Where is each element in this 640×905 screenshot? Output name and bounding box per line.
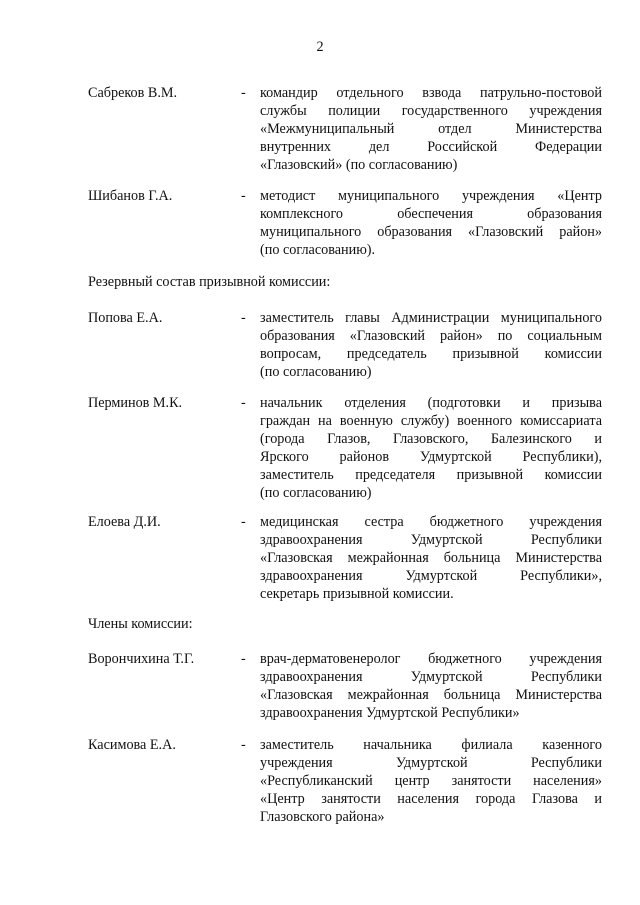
description-line: Глазовского района»	[260, 809, 385, 825]
dash-separator: -	[241, 514, 246, 530]
member-name: Елоева Д.И.	[88, 514, 161, 530]
description-line: командир отдельного взвода патрульно-постовой	[260, 85, 602, 101]
description-line: медицинская сестра бюджетного учреждения	[260, 514, 602, 530]
member-name: Перминов М.К.	[88, 395, 183, 411]
dash-separator: -	[241, 651, 246, 667]
members-heading: Члены комиссии:	[88, 616, 193, 632]
description-line: службы полиции государственного учреждения	[260, 103, 602, 119]
description-line: здравоохранения Удмуртской Республики»	[260, 705, 520, 721]
description-line: «Глазовская межрайонная больница Министерства	[260, 687, 602, 703]
member-name: Касимова Е.А.	[88, 737, 176, 753]
description-line: секретарь призывной комиссии.	[260, 586, 454, 602]
description-line: (города Глазов, Глазовского, Балезинского и	[260, 431, 602, 447]
description-line: «Центр занятости населения города Глазова и	[260, 791, 602, 807]
description-line: (по согласованию)	[260, 485, 372, 501]
description-line: «Межмуниципальный отдел Министерства	[260, 121, 602, 137]
member-description	[260, 309, 602, 381]
member-description	[260, 736, 602, 826]
description-line: «Глазовская межрайонная больница Министерства	[260, 550, 602, 566]
description-line: внутренних дел Российской Федерации	[260, 139, 602, 155]
description-line: здравоохранения Удмуртской Республики	[260, 669, 602, 685]
description-line: «Республиканский центр занятости населения»	[260, 773, 602, 789]
description-line: (по согласованию)	[260, 364, 372, 380]
dash-separator: -	[241, 85, 246, 101]
description-line: здравоохранения Удмуртской Республики»,	[260, 568, 602, 584]
member-name: Ворончихина Т.Г.	[88, 651, 195, 667]
reserve-heading: Резервный состав призывной комиссии:	[88, 274, 331, 290]
dash-separator: -	[241, 737, 246, 753]
description-line: начальник отделения (подготовки и призыва	[260, 395, 602, 411]
member-description	[260, 84, 602, 174]
dash-separator: -	[241, 310, 246, 326]
description-line: (по согласованию).	[260, 242, 376, 258]
description-line: заместитель начальника филиала казенного	[260, 737, 602, 753]
description-line: методист муниципального учреждения «Центр	[260, 188, 602, 204]
description-line: «Глазовский» (по согласованию)	[260, 157, 458, 173]
page-number: 2	[316, 39, 324, 55]
description-line: вопросам, председатель призывной комиссии	[260, 346, 602, 362]
member-description	[260, 650, 602, 722]
description-line: заместитель главы Администрации муниципального	[260, 310, 602, 326]
member-name: Попова Е.А.	[88, 310, 163, 326]
description-line: заместитель председателя призывной комиссии	[260, 467, 602, 483]
dash-separator: -	[241, 395, 246, 411]
member-name: Шибанов Г.А.	[88, 188, 173, 204]
description-line: Ярского районов Удмуртской Республики),	[260, 449, 602, 465]
description-line: здравоохранения Удмуртской Республики	[260, 532, 602, 548]
member-name: Сабреков В.М.	[88, 85, 178, 101]
description-line: врач-дерматовенеролог бюджетного учреждения	[260, 651, 602, 667]
description-line: граждан на военную службу) военного комиссариата	[260, 413, 602, 429]
member-description	[260, 513, 602, 603]
description-line: учреждения Удмуртской Республики	[260, 755, 602, 771]
member-description	[260, 394, 602, 502]
description-line: комплексного обеспечения образования	[260, 206, 602, 222]
description-line: муниципального образования «Глазовский район»	[260, 224, 602, 240]
member-description	[260, 187, 602, 259]
dash-separator: -	[241, 188, 246, 204]
description-line: образования «Глазовский район» по социальным	[260, 328, 602, 344]
